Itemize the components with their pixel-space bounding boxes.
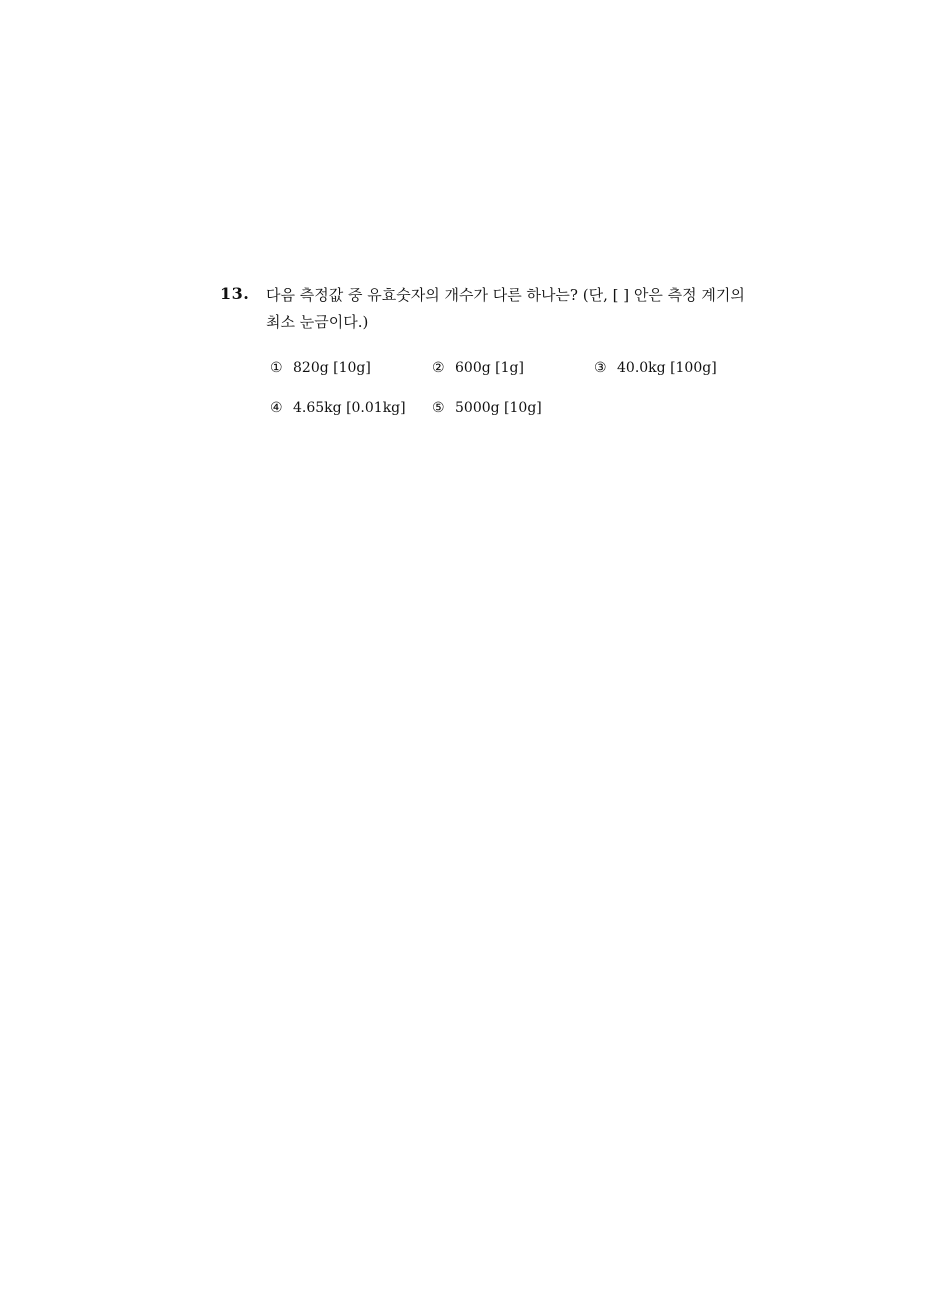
question-stem xyxy=(266,282,766,336)
choice-5[interactable] xyxy=(432,400,594,416)
answer-choices xyxy=(270,360,770,440)
question-stem-line-2: 최소 눈금이다.) xyxy=(266,313,369,331)
choice-row-1 xyxy=(270,360,770,400)
choice-1-number: ① xyxy=(270,360,283,376)
choice-5-text: 5000g [10g] xyxy=(455,400,542,416)
choice-1-text: 820g [10g] xyxy=(293,360,371,376)
choice-row-2 xyxy=(270,400,770,440)
choice-1[interactable] xyxy=(270,360,432,376)
question-number: 13. xyxy=(220,284,250,303)
choice-4[interactable] xyxy=(270,400,432,416)
question-stem-line-1: 다음 측정값 중 유효숫자의 개수가 다른 하나는? (단, [ ] 안은 측정 계기의 xyxy=(266,286,745,304)
choice-3-number: ③ xyxy=(594,360,607,376)
choice-2-text: 600g [1g] xyxy=(455,360,524,376)
choice-4-text: 4.65kg [0.01kg] xyxy=(293,400,406,416)
choice-2[interactable] xyxy=(432,360,594,376)
choice-4-number: ④ xyxy=(270,400,283,416)
choice-2-number: ② xyxy=(432,360,445,376)
choice-3[interactable] xyxy=(594,360,756,376)
choice-5-number: ⑤ xyxy=(432,400,445,416)
choice-3-text: 40.0kg [100g] xyxy=(617,360,717,376)
